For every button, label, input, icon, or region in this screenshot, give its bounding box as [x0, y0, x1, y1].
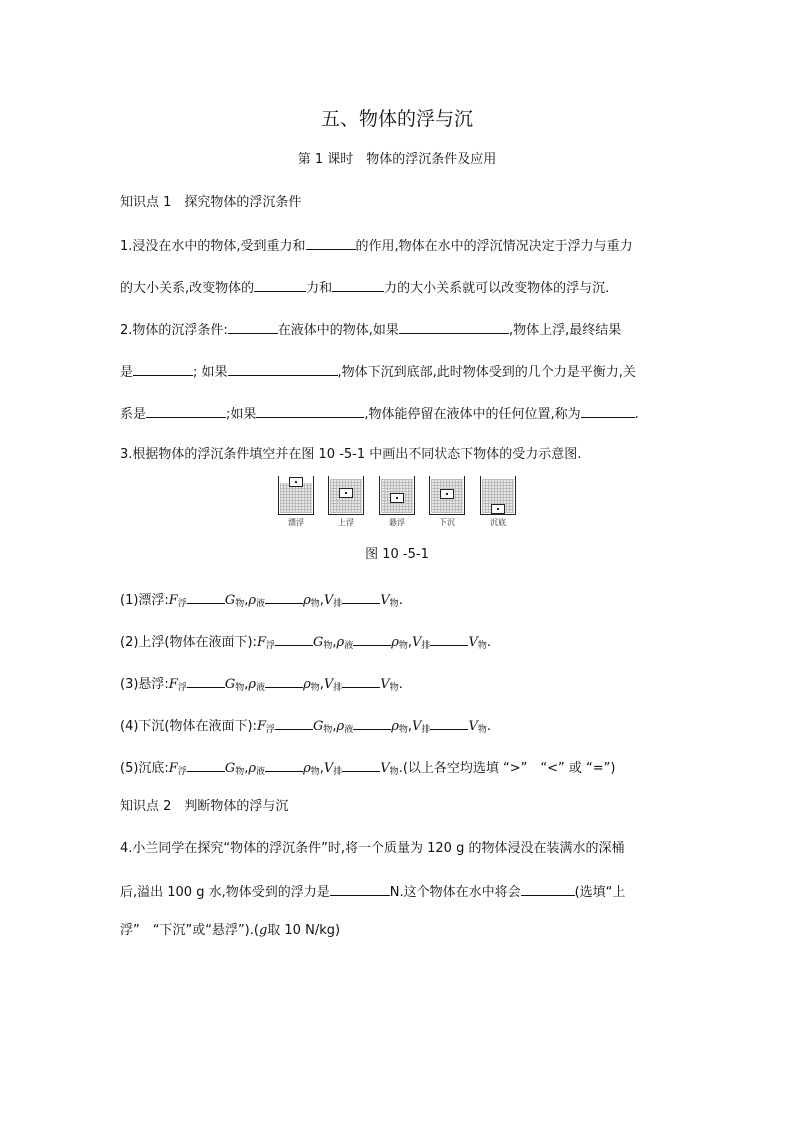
blank-v[interactable] [342, 757, 380, 772]
q2-text-e: ; 如果 [193, 365, 228, 380]
blank-v[interactable] [430, 715, 468, 730]
q2-text-h: ;如果 [226, 407, 257, 422]
q2-text-i: ,物体能停留在液体中的任何位置,称为 [364, 407, 581, 422]
beaker-sinking [429, 476, 465, 516]
q2-blank-4[interactable] [228, 361, 338, 376]
blank-rho[interactable] [353, 715, 391, 730]
beaker-rising [328, 476, 364, 516]
q2-blank-3[interactable] [133, 361, 193, 376]
blank-f-g[interactable] [187, 757, 225, 772]
beaker-label: 下沉 [439, 518, 455, 527]
item-label: (4)下沉(物体在液面下): [120, 719, 257, 734]
beaker-label: 沉底 [490, 518, 506, 527]
condition-item-4: (4)下沉(物体在液面下)$:F_浮$ $G_物,\rho_液$ $\rho_物,V_排$ $V_物$. [120, 715, 491, 737]
item-label: (5)沉底: [120, 761, 169, 776]
q2-blank-7[interactable] [581, 403, 635, 418]
q1-blank-3[interactable] [332, 277, 384, 292]
question-2-line-3 [120, 403, 639, 425]
question-1-line-2 [120, 277, 609, 299]
blank-f-g[interactable] [275, 631, 313, 646]
question-4-line-2: 后,溢出 100 g 水,物体受到的浮力是 N.这个物体在水中将会 (选填“上 [120, 881, 625, 903]
beaker-label: 悬浮 [389, 518, 405, 527]
lesson-subtitle: 第 1 课时 物体的浮沉条件及应用 [297, 152, 497, 167]
question-2-line-2 [120, 361, 636, 383]
question-3: 3.根据物体的浮沉条件填空并在图 10 -5-1 中画出不同状态下物体的受力示意图. [120, 447, 582, 462]
blank-v[interactable] [342, 589, 380, 604]
q2-blank-2[interactable] [399, 319, 509, 334]
blank-v[interactable] [342, 673, 380, 688]
q2-text-j: . [634, 407, 639, 422]
q2-text-g: 系是 [120, 407, 147, 422]
blank-f-g[interactable] [187, 589, 225, 604]
item-label: (1)漂浮: [120, 593, 169, 608]
blank-f-g[interactable] [275, 715, 313, 730]
q4-blank-1[interactable] [330, 881, 390, 896]
q1-blank-2[interactable] [254, 277, 306, 292]
figure-caption: 图 10 -5-1 [365, 547, 429, 562]
float-sink-figure [278, 476, 518, 532]
beaker-label: 漂浮 [288, 518, 304, 527]
q2-text-d: 是 [120, 365, 134, 380]
q2-blank-6[interactable] [256, 403, 364, 418]
condition-item-3: (3)悬浮$:F_浮$ $G_物,\rho_液$ $\rho_物,V_排$ $V_物$. [120, 673, 403, 695]
beaker-label: 上浮 [338, 518, 354, 527]
blank-v[interactable] [430, 631, 468, 646]
question-2-line-1 [120, 319, 621, 341]
question-4-line-1: 4.小兰同学在探究“物体的浮沉条件”时,将一个质量为 120 g 的物体浸没在装满水的深桶 [120, 841, 625, 856]
blank-rho[interactable] [265, 757, 303, 772]
q2-text-a: 2.物体的沉浮条件: [120, 323, 228, 338]
blank-rho[interactable] [265, 673, 303, 688]
beaker-floating [278, 476, 314, 516]
q1-text-b: 的作用,物体在水中的浮沉情况决定于浮力与重力 [355, 239, 633, 254]
blank-f-g[interactable] [187, 673, 225, 688]
q2-blank-1[interactable] [228, 319, 278, 334]
blank-rho[interactable] [265, 589, 303, 604]
page-title: 五、物体的浮与沉 [320, 108, 473, 130]
q2-text-c: ,物体上浮,最终结果 [508, 323, 622, 338]
q2-blank-5[interactable] [146, 403, 226, 418]
condition-item-5: (5)沉底$:F_浮$ $G_物,\rho_液$ $\rho_物,V_排$ $V_物$.(以上各空均选填 “>” “<” 或 “=”) [120, 757, 615, 779]
q4-blank-2[interactable] [521, 881, 575, 896]
beaker-suspended [379, 476, 415, 516]
item-label: (3)悬浮: [120, 677, 169, 692]
item-label: (2)上浮(物体在液面下): [120, 635, 257, 650]
question-4-line-3: 浮” “下沉”或“悬浮”).(g取 10 N/kg) [120, 923, 341, 938]
q1-text-a: 1.浸没在水中的物体,受到重力和 [120, 239, 306, 254]
knowledge-point-2: 知识点 2 判断物体的浮与沉 [120, 799, 289, 814]
knowledge-point-1: 知识点 1 探究物体的浮沉条件 [120, 195, 302, 210]
q1-text-d: 力和 [306, 281, 333, 296]
q1-text-e: 力的大小关系就可以改变物体的浮与沉. [384, 281, 610, 296]
q2-text-f: ,物体下沉到底部,此时物体受到的几个力是平衡力,关 [337, 365, 636, 380]
q1-blank-1[interactable] [306, 235, 356, 250]
condition-item-1: (1)漂浮$:F_浮$ $G_物,\rho_液$ $\rho_物,V_排$ $V_物$. [120, 589, 403, 611]
blank-rho[interactable] [353, 631, 391, 646]
q1-text-c: 的大小关系,改变物体的 [120, 281, 255, 296]
question-1-line-1 [120, 235, 633, 257]
q2-text-b: 在液体中的物体,如果 [277, 323, 399, 338]
beaker-bottom [480, 476, 516, 516]
condition-item-2: (2)上浮(物体在液面下)$:F_浮$ $G_物,\rho_液$ $\rho_物,V_排$ $V_物$. [120, 631, 491, 653]
